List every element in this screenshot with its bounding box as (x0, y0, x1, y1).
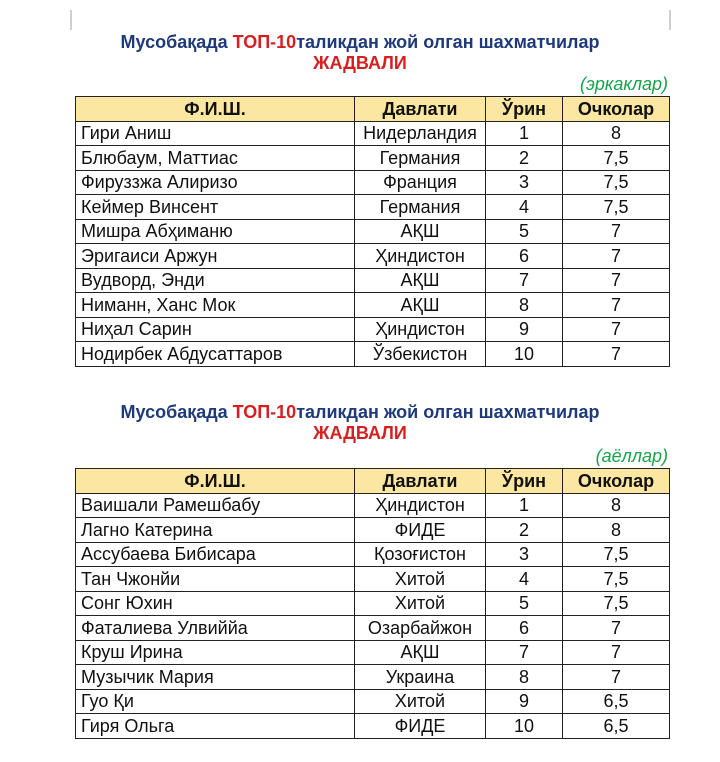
column-header-country: Давлати (355, 97, 486, 122)
country-cell: Нидерландия (355, 121, 486, 146)
country-cell: Ҳиндистон (355, 317, 486, 342)
country-cell: ФИДЕ (355, 714, 486, 739)
player-name-cell: Эригаиси Аржун (76, 244, 355, 269)
column-header-place: Ўрин (486, 97, 563, 122)
player-name-cell: Вудворд, Энди (76, 268, 355, 293)
women-table-subtitle: ЖАДВАЛИ (313, 423, 407, 443)
country-cell: Германия (355, 146, 486, 171)
table-row (76, 244, 670, 269)
men-table-subtitle: ЖАДВАЛИ (313, 53, 407, 73)
place-cell: 4 (486, 195, 563, 220)
table-row (76, 542, 670, 567)
points-cell: 7,5 (563, 195, 670, 220)
country-cell: Ҳиндистон (355, 244, 486, 269)
country-cell: Украина (355, 665, 486, 690)
country-cell: Германия (355, 195, 486, 220)
points-cell: 7,5 (563, 146, 670, 171)
place-cell: 3 (486, 170, 563, 195)
player-name-cell: Нодирбек Абдусаттаров (76, 342, 355, 367)
points-cell: 7 (563, 665, 670, 690)
country-cell: АҚШ (355, 219, 486, 244)
place-cell: 10 (486, 342, 563, 367)
table-row (76, 591, 670, 616)
place-cell: 1 (486, 121, 563, 146)
country-cell: Озарбайжон (355, 616, 486, 641)
place-cell: 2 (486, 146, 563, 171)
column-header-points: Очколар (563, 469, 670, 494)
place-cell: 9 (486, 689, 563, 714)
column-header-country: Давлати (355, 469, 486, 494)
player-name-cell: Гиря Ольга (76, 714, 355, 739)
table-row (76, 640, 670, 665)
player-name-cell: Тан Чжонйи (76, 567, 355, 592)
column-header-place: Ўрин (486, 469, 563, 494)
player-name-cell: Лагно Катерина (76, 518, 355, 543)
table-row (76, 616, 670, 641)
men-section (0, 32, 720, 74)
points-cell: 8 (563, 121, 670, 146)
table-header-row (76, 469, 670, 494)
place-cell: 5 (486, 591, 563, 616)
player-name-cell: Мишра Абҳиманю (76, 219, 355, 244)
page-margin-marker-right (669, 10, 671, 30)
points-cell: 8 (563, 518, 670, 543)
points-cell: 7 (563, 640, 670, 665)
player-name-cell: Ваишали Рамешбабу (76, 493, 355, 518)
player-name-cell: Ниҳал Сарин (76, 317, 355, 342)
points-cell: 7 (563, 342, 670, 367)
player-name-cell: Музычик Мария (76, 665, 355, 690)
points-cell: 8 (563, 493, 670, 518)
women-table-body (76, 493, 670, 738)
country-cell: АҚШ (355, 293, 486, 318)
country-cell: Хитой (355, 591, 486, 616)
table-row (76, 317, 670, 342)
men-table-title: Мусобақада ТОП-10таликдан жой олган шахматчилар (120, 32, 600, 52)
place-cell: 4 (486, 567, 563, 592)
place-cell: 10 (486, 714, 563, 739)
place-cell: 1 (486, 493, 563, 518)
table-row (76, 121, 670, 146)
points-cell: 6,5 (563, 714, 670, 739)
country-cell: Ҳиндистон (355, 493, 486, 518)
place-cell: 3 (486, 542, 563, 567)
points-cell: 7 (563, 317, 670, 342)
men-table-body (76, 121, 670, 366)
player-name-cell: Круш Ирина (76, 640, 355, 665)
table-row (76, 665, 670, 690)
points-cell: 7,5 (563, 591, 670, 616)
points-cell: 7 (563, 293, 670, 318)
place-cell: 6 (486, 244, 563, 269)
player-name-cell: Гуо Қи (76, 689, 355, 714)
table-row (76, 170, 670, 195)
place-cell: 6 (486, 616, 563, 641)
player-name-cell: Фируззжа Алиризо (76, 170, 355, 195)
women-section (0, 402, 720, 444)
place-cell: 5 (486, 219, 563, 244)
table-row (76, 342, 670, 367)
points-cell: 7 (563, 616, 670, 641)
points-cell: 6,5 (563, 689, 670, 714)
player-name-cell: Сонг Юхин (76, 591, 355, 616)
country-cell: АҚШ (355, 268, 486, 293)
player-name-cell: Блюбаум, Маттиас (76, 146, 355, 171)
place-cell: 9 (486, 317, 563, 342)
points-cell: 7 (563, 268, 670, 293)
table-header-row (76, 97, 670, 122)
table-row (76, 689, 670, 714)
points-cell: 7,5 (563, 567, 670, 592)
country-cell: Ўзбекистон (355, 342, 486, 367)
page-margin-marker-left (70, 10, 72, 30)
table-row (76, 268, 670, 293)
place-cell: 7 (486, 268, 563, 293)
country-cell: Қозоғистон (355, 542, 486, 567)
table-row (76, 518, 670, 543)
points-cell: 7 (563, 244, 670, 269)
table-row (76, 714, 670, 739)
table-row (76, 146, 670, 171)
place-cell: 8 (486, 293, 563, 318)
column-header-name: Ф.И.Ш. (76, 469, 355, 494)
table-row (76, 567, 670, 592)
country-cell: ФИДЕ (355, 518, 486, 543)
men-table (75, 96, 670, 367)
column-header-points: Очколар (563, 97, 670, 122)
points-cell: 7,5 (563, 542, 670, 567)
table-row (76, 493, 670, 518)
column-header-name: Ф.И.Ш. (76, 97, 355, 122)
points-cell: 7 (563, 219, 670, 244)
player-name-cell: Гири Аниш (76, 121, 355, 146)
country-cell: АҚШ (355, 640, 486, 665)
country-cell: Хитой (355, 689, 486, 714)
table-row (76, 195, 670, 220)
table-row (76, 293, 670, 318)
player-name-cell: Ниманн, Ханс Мок (76, 293, 355, 318)
place-cell: 8 (486, 665, 563, 690)
player-name-cell: Фаталиева Улвиййа (76, 616, 355, 641)
place-cell: 7 (486, 640, 563, 665)
men-table-note: (эркаклар) (579, 74, 668, 94)
player-name-cell: Ассубаева Бибисара (76, 542, 355, 567)
place-cell: 2 (486, 518, 563, 543)
women-table-title: Мусобақада ТОП-10таликдан жой олган шахматчилар (120, 402, 600, 422)
women-table-note: (аёллар) (595, 446, 668, 466)
points-cell: 7,5 (563, 170, 670, 195)
country-cell: Хитой (355, 567, 486, 592)
table-row (76, 219, 670, 244)
country-cell: Франция (355, 170, 486, 195)
women-table (75, 468, 670, 739)
player-name-cell: Кеймер Винсент (76, 195, 355, 220)
